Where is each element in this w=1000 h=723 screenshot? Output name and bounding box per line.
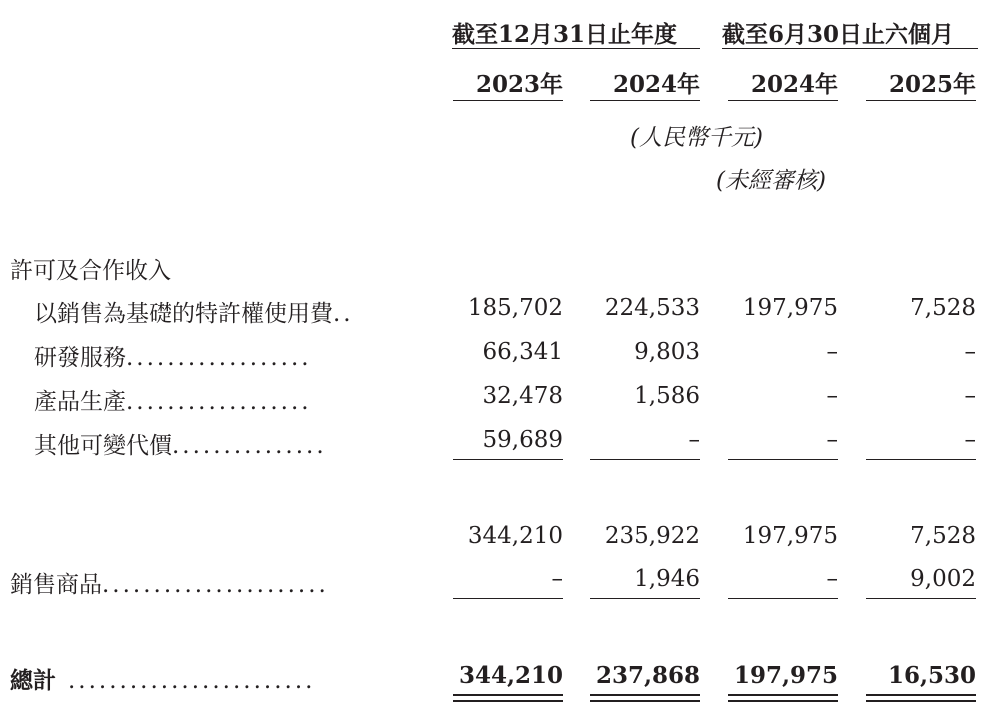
row-label-text: 以銷售為基礎的特許權使用費 xyxy=(34,301,333,327)
year-header-2023: 2023年 xyxy=(475,71,563,98)
total-double-rule-bottom xyxy=(453,700,563,702)
total-double-rule-bottom xyxy=(590,700,700,702)
year-rule-0 xyxy=(453,100,563,101)
subtotal-rule-3 xyxy=(866,459,976,460)
cell-value: – xyxy=(826,339,838,365)
header-period-annual: 截至12月31日止年度 xyxy=(452,21,678,48)
header-period-six-months: 截至6月30日止六個月 xyxy=(722,21,955,48)
total-double-rule-top xyxy=(453,694,563,696)
cell-value: – xyxy=(964,339,976,365)
total-double-rule-bottom xyxy=(866,700,976,702)
section-title: 許可及合作收入 xyxy=(10,258,171,284)
total-label xyxy=(10,662,315,695)
cell-value: 32,478 xyxy=(482,383,563,409)
year-header-2025: 2025年 xyxy=(888,71,976,98)
row-label-text: 其他可變代價 xyxy=(34,433,172,459)
goods-rule-0 xyxy=(453,598,563,599)
subtotal-rule-2 xyxy=(728,459,838,460)
goods-value: – xyxy=(826,566,838,592)
subtotal-rule-0 xyxy=(453,459,563,460)
total-double-rule-top xyxy=(590,694,700,696)
cell-value: 224,533 xyxy=(604,295,700,321)
cell-value: – xyxy=(964,427,976,453)
row-label xyxy=(34,427,327,460)
goods-value: 1,946 xyxy=(634,566,700,592)
cell-value: 59,689 xyxy=(482,427,563,453)
total-value: 197,975 xyxy=(733,662,838,689)
cell-value: – xyxy=(826,427,838,453)
total-value: 344,210 xyxy=(458,662,563,689)
leader-dots: ............... xyxy=(172,433,327,459)
row-label xyxy=(34,383,312,416)
cell-value: 197,975 xyxy=(742,295,838,321)
leader-dots: ...................... xyxy=(102,572,329,598)
goods-label-text: 銷售商品 xyxy=(10,572,102,598)
goods-rule-1 xyxy=(590,598,700,599)
unit-label: (人民幣千元) xyxy=(630,125,763,151)
row-label-text: 研發服務 xyxy=(34,345,126,371)
leader-dots: .. xyxy=(333,301,354,327)
goods-label xyxy=(10,566,329,599)
cell-value: 66,341 xyxy=(482,339,563,365)
row-label xyxy=(34,339,312,372)
total-double-rule-top xyxy=(728,694,838,696)
cell-value: 7,528 xyxy=(910,295,976,321)
cell-value: – xyxy=(826,383,838,409)
year-rule-3 xyxy=(866,100,976,101)
goods-value: – xyxy=(551,566,563,592)
subtotal-value: 344,210 xyxy=(467,523,563,549)
row-label xyxy=(34,295,354,328)
unaudited-label: (未經審核) xyxy=(716,168,826,194)
year-rule-2 xyxy=(728,100,838,101)
cell-value: – xyxy=(688,427,700,453)
subtotal-value: 235,922 xyxy=(604,523,700,549)
cell-value: 1,586 xyxy=(634,383,700,409)
total-value: 237,868 xyxy=(595,662,700,689)
year-rule-1 xyxy=(590,100,700,101)
header-rule-six-months xyxy=(722,48,978,49)
leader-dots: .................. xyxy=(126,389,312,415)
cell-value: – xyxy=(964,383,976,409)
total-double-rule-bottom xyxy=(728,700,838,702)
header-rule-annual xyxy=(452,48,700,49)
total-label-text: 總計 xyxy=(10,667,56,694)
leader-dots: ........................ xyxy=(68,668,316,694)
subtotal-rule-1 xyxy=(590,459,700,460)
row-label-text: 產品生產 xyxy=(34,389,126,415)
cell-value: 185,702 xyxy=(467,295,563,321)
subtotal-value: 7,528 xyxy=(910,523,976,549)
subtotal-value: 197,975 xyxy=(742,523,838,549)
year-header-2024-six-months: 2024年 xyxy=(750,71,838,98)
goods-rule-3 xyxy=(866,598,976,599)
leader-dots: .................. xyxy=(126,345,312,371)
total-value: 16,530 xyxy=(887,662,976,689)
goods-rule-2 xyxy=(728,598,838,599)
total-double-rule-top xyxy=(866,694,976,696)
year-header-2024-annual: 2024年 xyxy=(612,71,700,98)
cell-value: 9,803 xyxy=(634,339,700,365)
goods-value: 9,002 xyxy=(910,566,976,592)
